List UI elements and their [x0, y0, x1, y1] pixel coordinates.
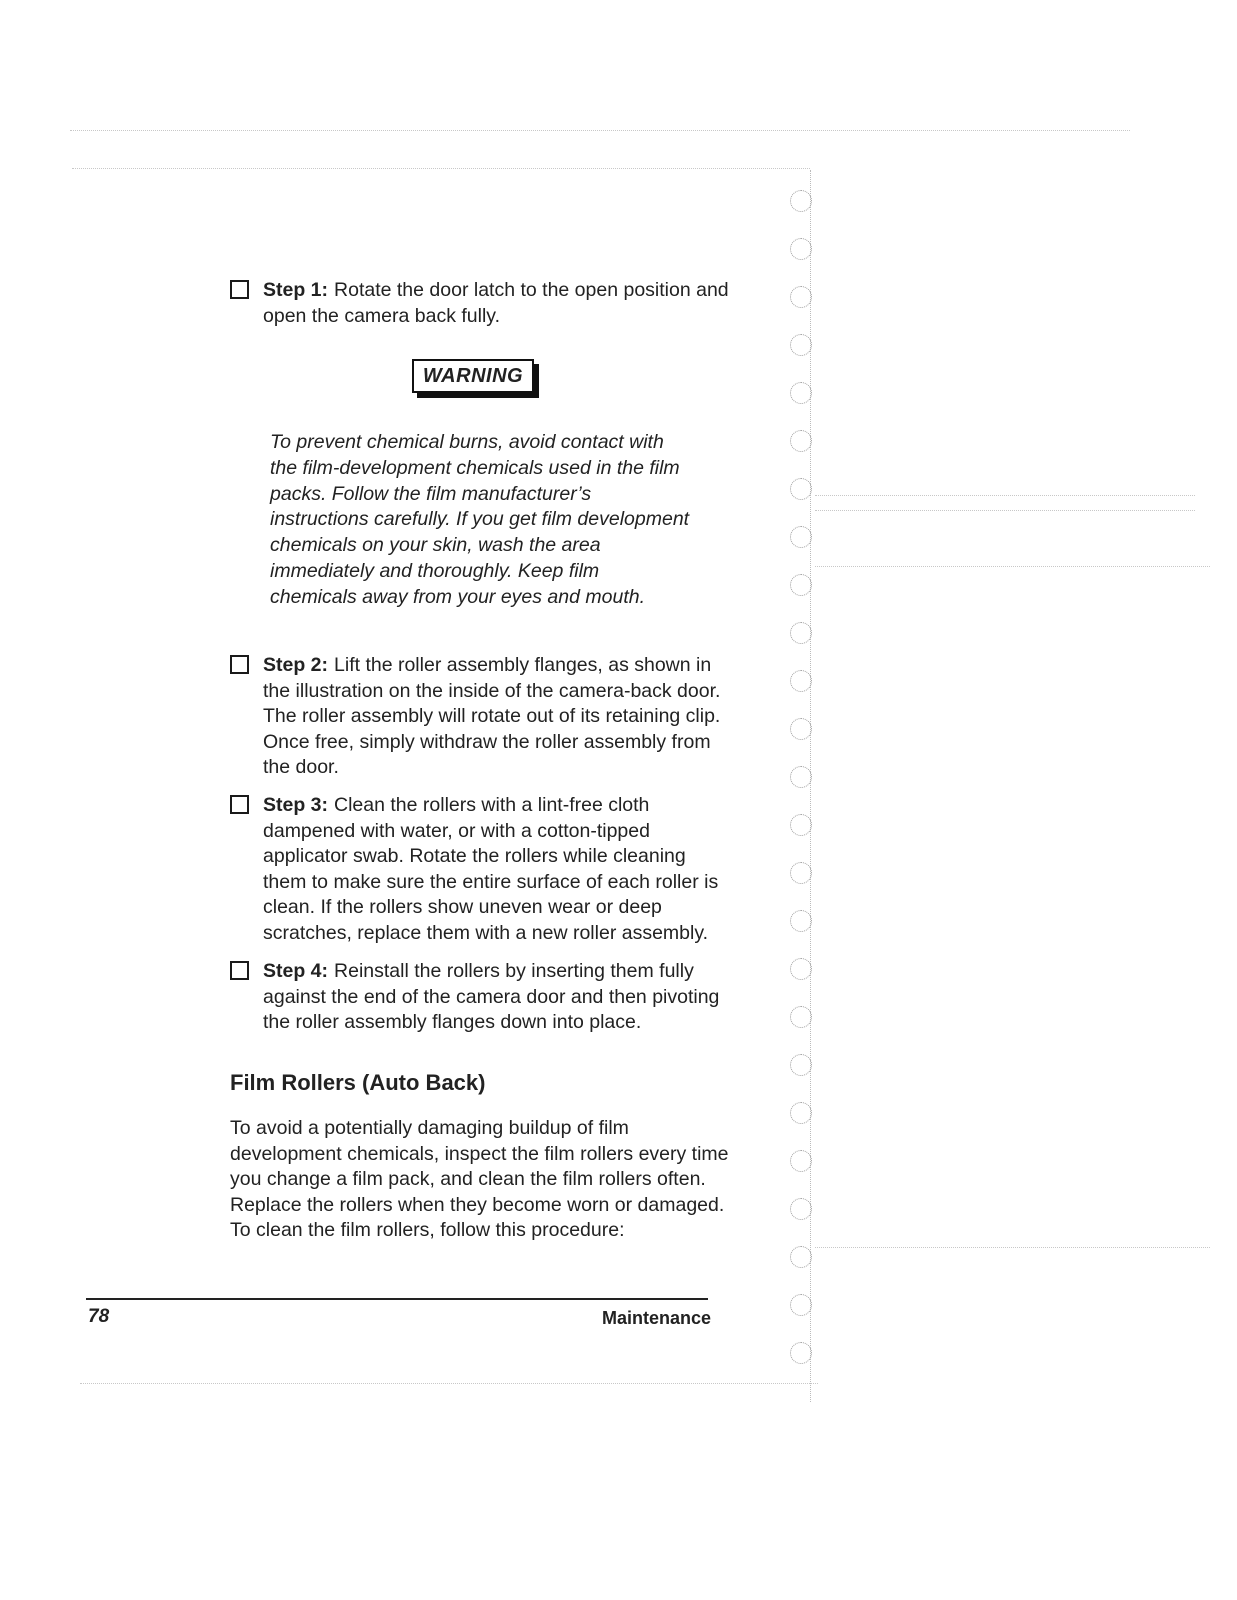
checkbox-icon[interactable]: [230, 655, 249, 674]
binder-hole-icon: [790, 814, 812, 836]
binder-hole-icon: [790, 1342, 812, 1364]
binder-hole-icon: [790, 862, 812, 884]
binder-hole-icon: [790, 958, 812, 980]
step-4-label: Step 4:: [263, 960, 329, 982]
checkbox-icon[interactable]: [230, 795, 249, 814]
binder-holes: [790, 190, 820, 1380]
step-3-body: Clean the rollers with a lint-free cloth dampened with water, or with a cotton-tipped applicator swab. Rotate the rollers while cleaning them to make sure the entire surface of each roller is clean. If the rollers show uneven wear or deep scratches, replace them with a new roller assembly.: [263, 794, 719, 944]
binder-hole-icon: [790, 718, 812, 740]
section-body: To avoid a potentially damaging buildup of film development chemicals, inspect the film rollers every time you change a film pack, and clean the film rollers often. Replace the rollers when they become worn or damaged. To clean the film rollers, follow this procedure:: [230, 1117, 729, 1241]
binder-hole-icon: [790, 1294, 812, 1316]
footer-section-name: Maintenance: [602, 1308, 712, 1328]
binder-hole-icon: [790, 1054, 812, 1076]
binder-hole-icon: [790, 1246, 812, 1268]
page-number: 78: [88, 1306, 110, 1327]
binder-hole-icon: [790, 1198, 812, 1220]
step-2-body: Lift the roller assembly flanges, as shown in the illustration on the inside of the camera-back door. The roller assembly will rotate out of its retaining clip. Once free, simply withdraw the roller assembly from the door.: [263, 654, 721, 778]
binder-hole-icon: [790, 910, 812, 932]
checkbox-icon[interactable]: [230, 961, 249, 980]
scan-artifact-right-3: [815, 566, 1210, 567]
step-3: [230, 793, 730, 946]
warning-text: To prevent chemical burns, avoid contact with the film-development chemicals used in the film packs. Follow the film manufacturer’s instructions carefully. If you get film development chemicals on your skin, wash the area immediately and thoroughly. Keep film chemicals away from your eyes and mouth.: [270, 431, 690, 608]
binder-hole-icon: [790, 238, 812, 260]
binder-hole-icon: [790, 430, 812, 452]
step-2-text: [263, 653, 730, 781]
binder-hole-icon: [790, 1150, 812, 1172]
step-3-text: [263, 793, 730, 946]
binder-hole-icon: [790, 670, 812, 692]
step-4: [230, 959, 730, 1036]
step-1: [230, 278, 730, 329]
scan-artifact-top-2: [72, 168, 810, 169]
step-1-text: [263, 278, 730, 329]
step-1-body: Rotate the door latch to the open position and open the camera back fully.: [263, 279, 729, 327]
step-2: [230, 653, 730, 781]
binder-hole-icon: [790, 574, 812, 596]
binder-hole-icon: [790, 190, 812, 212]
step-1-label: Step 1:: [263, 279, 329, 301]
binder-hole-icon: [790, 1102, 812, 1124]
binder-hole-icon: [790, 1006, 812, 1028]
checkbox-icon[interactable]: [230, 280, 249, 299]
step-4-text: [263, 959, 730, 1036]
scan-artifact-right-2: [815, 510, 1195, 511]
scan-artifact-right-1: [815, 495, 1195, 496]
binder-hole-icon: [790, 286, 812, 308]
step-3-label: Step 3:: [263, 794, 329, 816]
step-4-body: Reinstall the rollers by inserting them fully against the end of the camera door and then pivoting the roller assembly flanges down into place.: [263, 960, 720, 1033]
binder-hole-icon: [790, 766, 812, 788]
warning-label: WARNING: [422, 364, 524, 387]
binder-hole-icon: [790, 334, 812, 356]
section-title: Film Rollers (Auto Back): [230, 1070, 486, 1095]
binder-hole-icon: [790, 622, 812, 644]
step-2-label: Step 2:: [263, 654, 329, 676]
scan-artifact-right-4: [815, 1247, 1210, 1248]
binder-hole-icon: [790, 382, 812, 404]
scan-artifact-top: [70, 130, 1130, 131]
footer-rule: [86, 1298, 708, 1300]
binder-hole-icon: [790, 478, 812, 500]
binder-hole-icon: [790, 526, 812, 548]
warning-label-box: [412, 359, 534, 393]
